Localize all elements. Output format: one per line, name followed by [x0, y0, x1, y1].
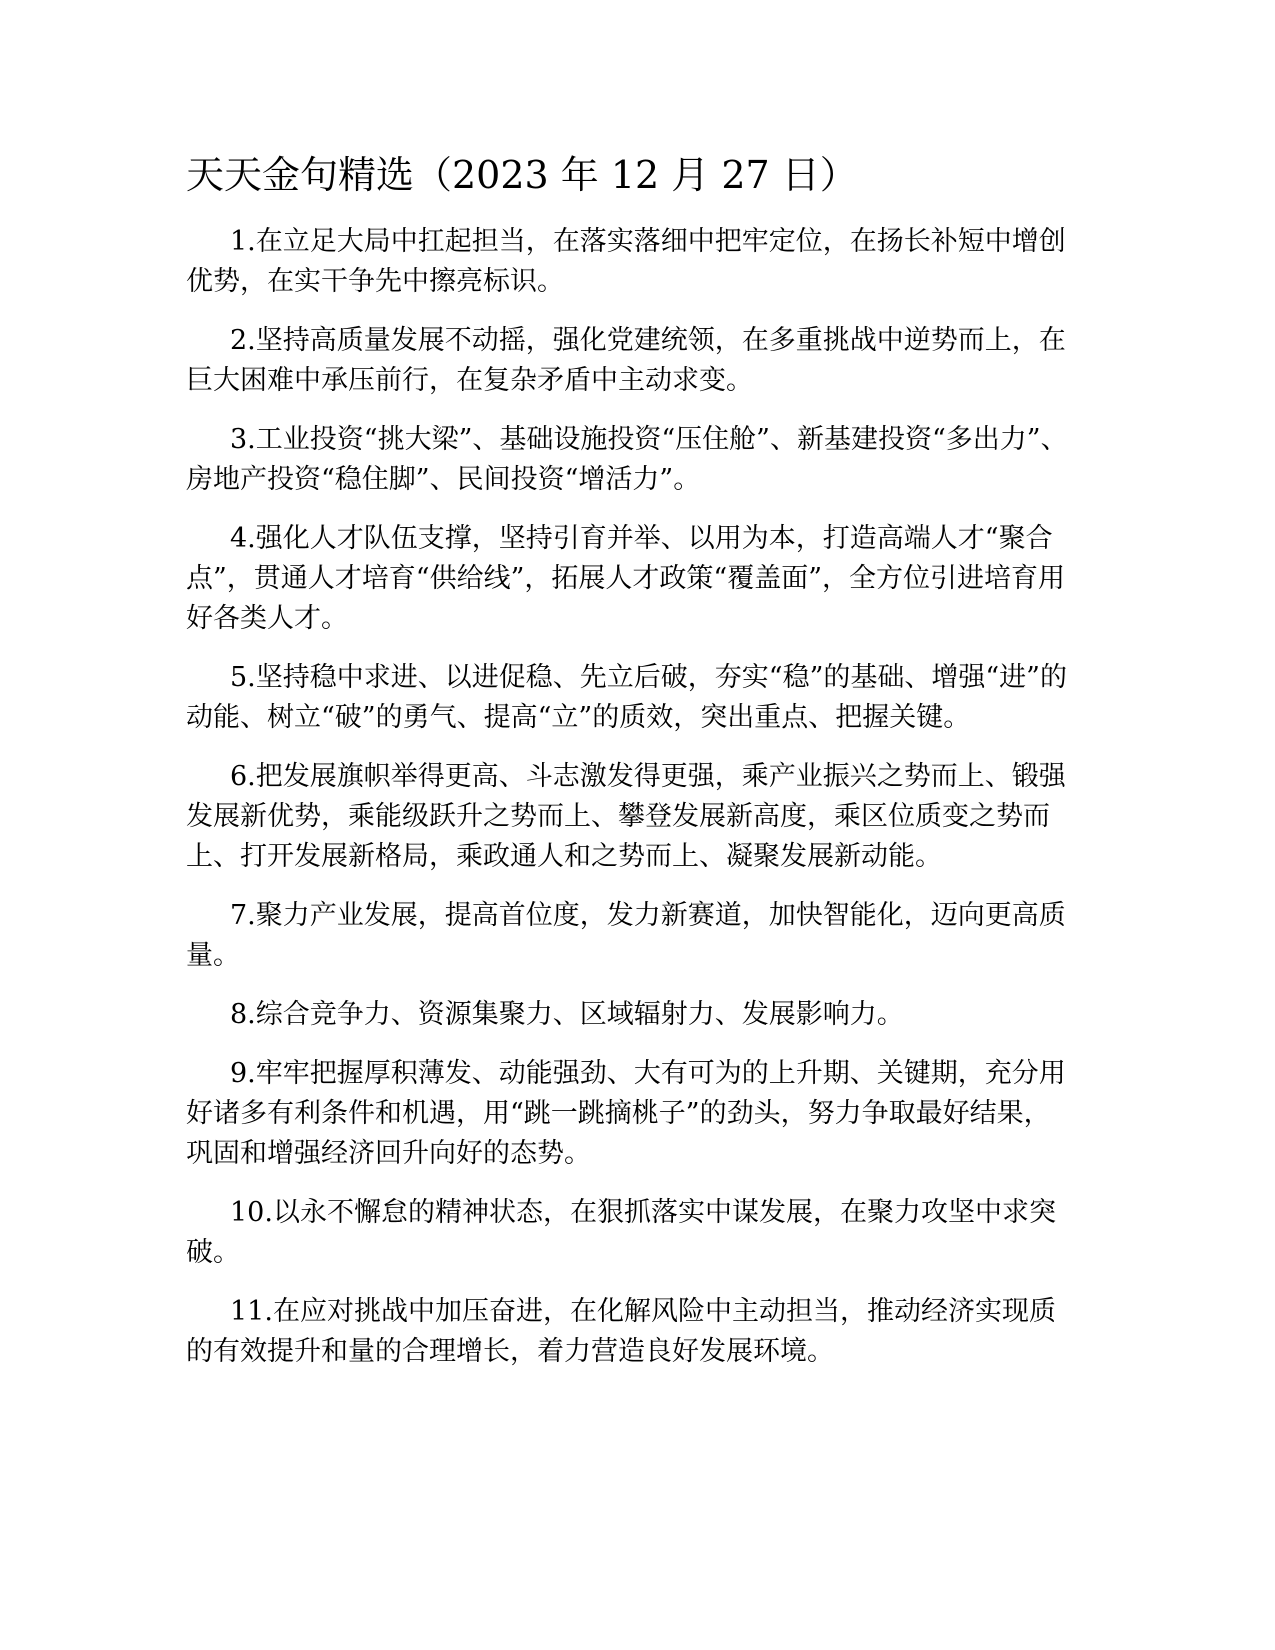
quote-item: 1.在立足大局中扛起担当，在落实落细中把牢定位，在扬长补短中增创优势，在实干争先中擦亮标识。	[186, 226, 1066, 297]
quote-item: 3.工业投资“挑大梁”、基础设施投资“压住舱”、新基建投资“多出力”、房地产投资“稳住脚”、民间投资“增活力”。	[186, 424, 1068, 495]
quote-item: 5.坚持稳中求进、以进促稳、先立后破，夯实“稳”的基础、增强“进”的动能、树立“破”的勇气、提高“立”的质效，突出重点、把握关键。	[186, 662, 1067, 733]
document-title: 天天金句精选（2023 年 12 月 27 日）	[186, 153, 858, 197]
quote-item: 11.在应对挑战中加压奋进，在化解风险中主动担当，推动经济实现质的有效提升和量的合理增长，着力营造良好发展环境。	[186, 1296, 1056, 1367]
quote-item: 7.聚力产业发展，提高首位度，发力新赛道，加快智能化，迈向更高质量。	[186, 900, 1066, 971]
quote-item: 2.坚持高质量发展不动摇，强化党建统领，在多重挑战中逆势而上，在巨大困难中承压前行，在复杂矛盾中主动求变。	[186, 325, 1066, 396]
quote-item: 6.把发展旗帜举得更高、斗志激发得更强，乘产业振兴之势而上、锻强发展新优势，乘能级跃升之势而上、攀登发展新高度，乘区位质变之势而上、打开发展新格局，乘政通人和之势而上、凝聚发展新动能。	[186, 761, 1066, 872]
quote-item: 4.强化人才队伍支撑，坚持引育并举、以用为本，打造高端人才“聚合点”，贯通人才培育“供给线”，拓展人才政策“覆盖面”，全方位引进培育用好各类人才。	[186, 523, 1066, 634]
quote-item: 9.牢牢把握厚积薄发、动能强劲、大有可为的上升期、关键期，充分用好诸多有利条件和机遇，用“跳一跳摘桃子”的劲头，努力争取最好结果，巩固和增强经济回升向好的态势。	[186, 1058, 1066, 1169]
quote-item: 8.综合竞争力、资源集聚力、区域辐射力、发展影响力。	[230, 999, 904, 1030]
document-page	[186, 150, 1076, 1391]
quote-item: 10.以永不懈怠的精神状态，在狠抓落实中谋发展，在聚力攻坚中求突破。	[186, 1197, 1056, 1268]
quote-list	[186, 222, 1076, 1372]
